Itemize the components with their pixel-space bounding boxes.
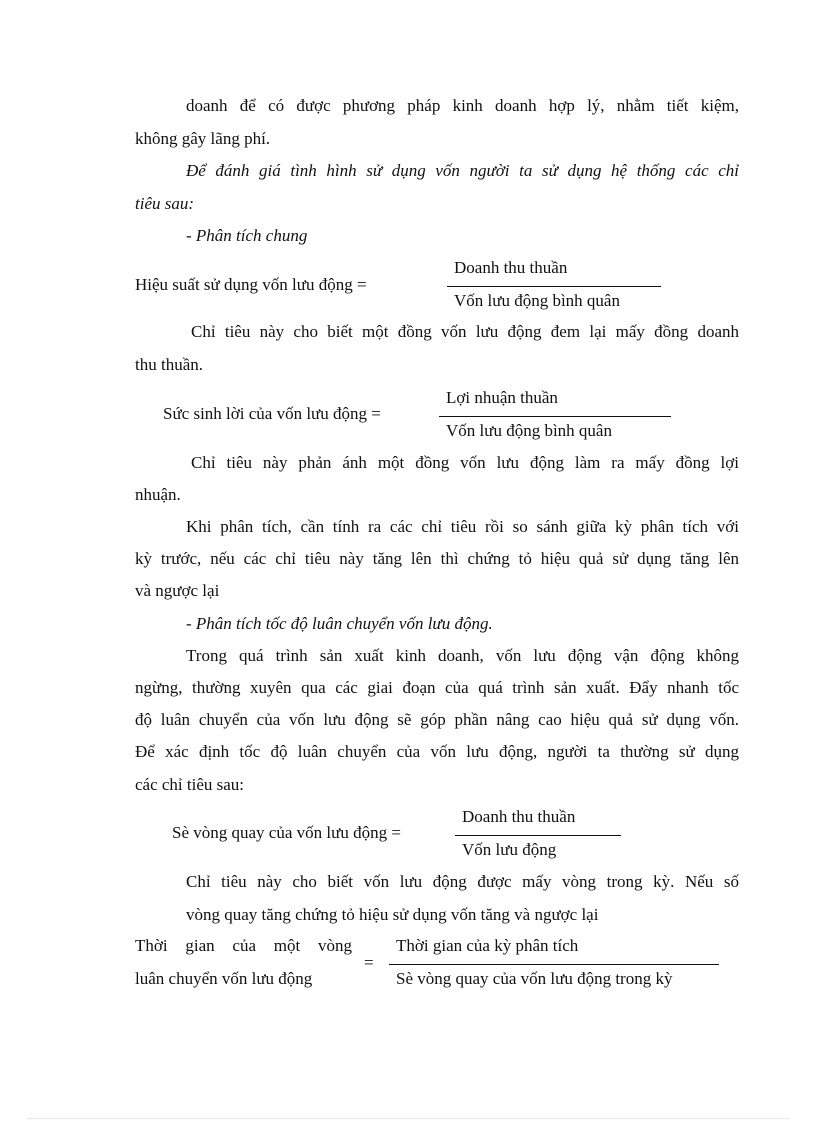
italic-intro-line-2: tiêu sau:	[135, 194, 195, 213]
formula4-equals: =	[364, 953, 374, 972]
formula2-label: Sức sinh lời của vốn lưu động =	[163, 404, 381, 423]
formula1-fraction-bar	[447, 286, 661, 287]
para1-line-1: Chỉ tiêu này cho biết một đồng vốn lưu động đem lại mấy đồng doanh	[191, 322, 739, 341]
para4-line-2: ngừng, thường xuyên qua các giai đoạn của quá trình sản xuất. Đẩy nhanh tốc	[135, 678, 739, 697]
formula1-label: Hiệu suất sử dụng vốn lưu động =	[135, 275, 367, 294]
formula1-numerator: Doanh thu thuần	[454, 258, 568, 277]
para3-line-1: Khi phân tích, cần tính ra các chỉ tiêu rồi so sánh giữa kỳ phân tích với	[186, 517, 739, 536]
para4-line-3: độ luân chuyển của vốn lưu động sẽ góp phần nâng cao hiệu quả sử dụng vốn.	[135, 710, 739, 729]
formula4-denominator: Sè vòng quay của vốn lưu động trong kỳ	[396, 969, 673, 988]
formula1-denominator: Vốn lưu động bình quân	[454, 291, 620, 310]
italic-intro-line-1: Để đánh giá tình hình sử dụng vốn người ta sử dụng hệ thống các chỉ	[186, 161, 739, 180]
formula4-label-line-1: Thời gian của một vòng	[135, 936, 352, 955]
formula4-label-line-2: luân chuyển vốn lưu động	[135, 969, 313, 988]
section-general-heading: - Phân tích chung	[186, 226, 308, 245]
para5-line-1: Chỉ tiêu này cho biết vốn lưu động được mấy vòng trong kỳ. Nếu số	[186, 872, 739, 891]
formula3-denominator: Vốn lưu động	[462, 840, 557, 859]
page-bottom-border	[28, 1118, 788, 1119]
para3-line-3: và ngược lại	[135, 581, 220, 600]
para4-line-4: Để xác định tốc độ luân chuyển của vốn lưu động, người ta thường sử dụng	[135, 742, 739, 761]
para4-line-5: các chỉ tiêu sau:	[135, 775, 245, 794]
para2-line-2: nhuận.	[135, 485, 181, 504]
para5-line-2: vòng quay tăng chứng tỏ hiệu sử dụng vốn tăng và ngược lại	[186, 905, 599, 924]
para2-line-1: Chỉ tiêu này phản ánh một đồng vốn lưu động làm ra mấy đồng lợi	[191, 453, 739, 472]
formula2-denominator: Vốn lưu động bình quân	[446, 421, 612, 440]
formula4-fraction-bar	[389, 964, 719, 965]
formula3-label: Sè vòng quay của vốn lưu động =	[172, 823, 401, 842]
formula2-numerator: Lợi nhuận thuần	[446, 388, 558, 407]
formula2-fraction-bar	[439, 416, 671, 417]
section-turnover-heading: - Phân tích tốc độ luân chuyển vốn lưu động.	[186, 614, 493, 633]
intro-line-1: doanh để có được phương pháp kinh doanh hợp lý, nhằm tiết kiệm,	[186, 96, 739, 115]
para4-line-1: Trong quá trình sản xuất kinh doanh, vốn lưu động vận động không	[186, 646, 739, 665]
intro-line-2: không gây lãng phí.	[135, 129, 271, 148]
formula3-numerator: Doanh thu thuần	[462, 807, 576, 826]
para3-line-2: kỳ trước, nếu các chỉ tiêu này tăng lên thì chứng tỏ hiệu quả sử dụng tăng lên	[135, 549, 739, 568]
formula3-fraction-bar	[455, 835, 621, 836]
para1-line-2: thu thuần.	[135, 355, 203, 374]
formula4-numerator: Thời gian của kỳ phân tích	[396, 936, 579, 955]
